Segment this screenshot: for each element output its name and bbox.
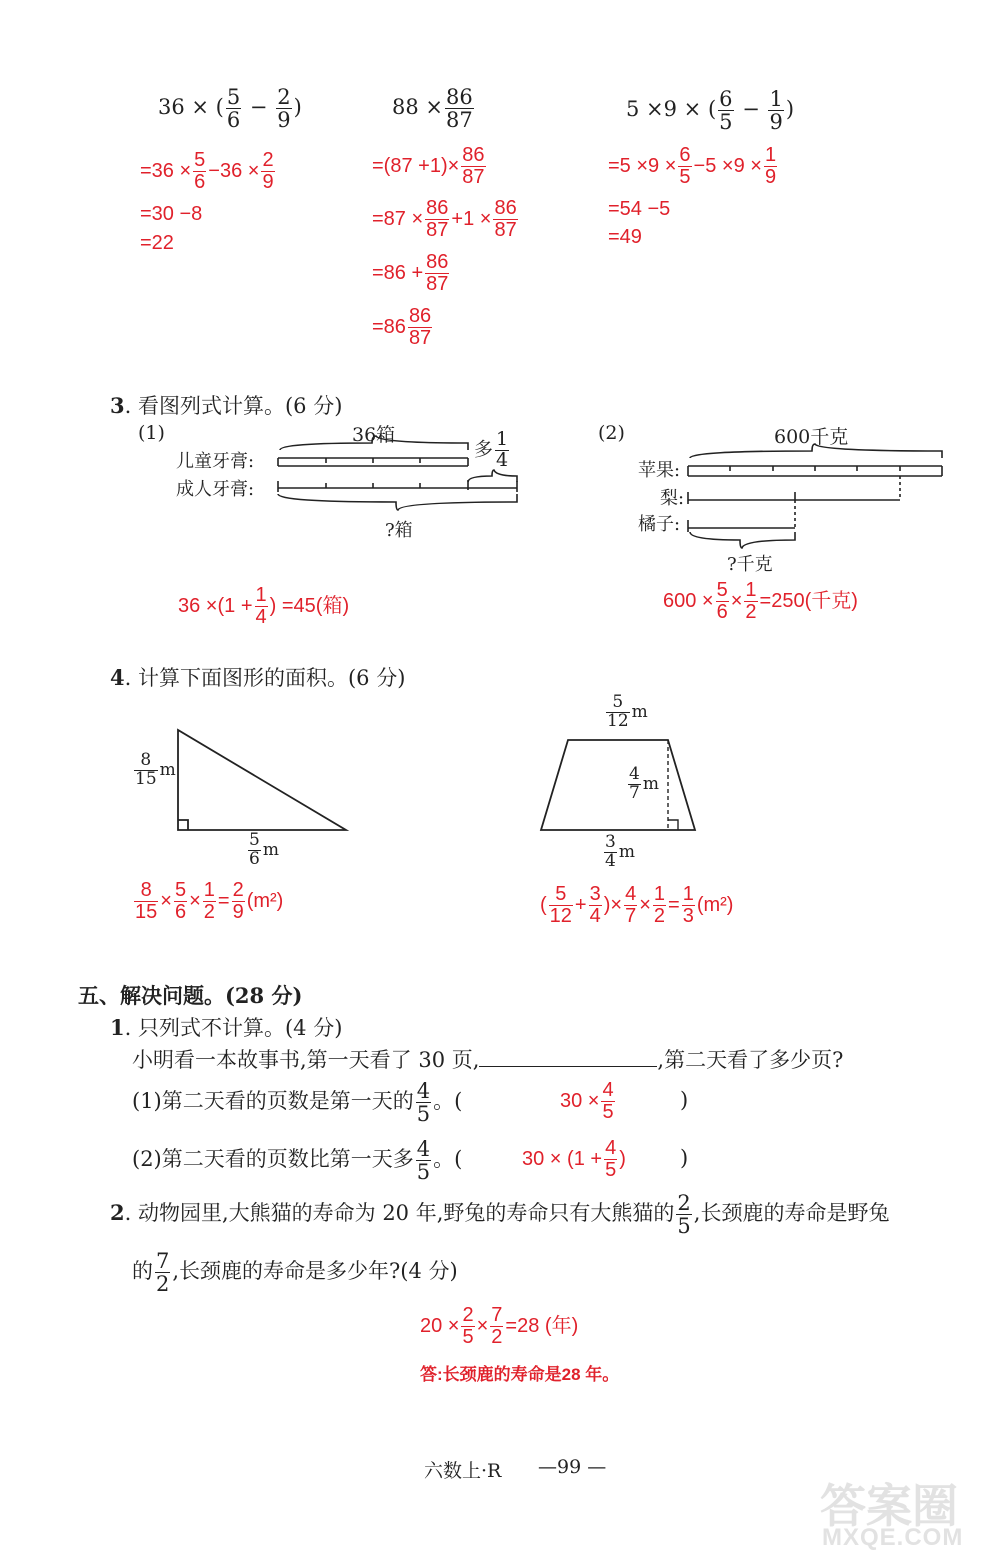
section-5-heading: 五、解决问题。(28 分) (78, 983, 303, 1008)
footer-page-number: —99 — (538, 1456, 607, 1478)
s5-problem-2-line-1: 2. 动物园里,大熊猫的寿命为 20 年,野兔的寿命只有大熊猫的 $\frac{2}{5}$ ,长颈鹿的寿命是野兔 (110, 1191, 890, 1239)
blank-line[interactable] (479, 1048, 657, 1067)
q3-diagram-1-more-label: 多 $\frac{1}{4}$ (474, 428, 509, 471)
s5-problem-1-heading: 1. 只列式不计算。(4 分) (110, 1015, 343, 1040)
q4-trapezoid-answer: ( $\frac{5}{12}$ + $\frac{3}{4}$ )× $\frac{4}{7}$ × $\frac{1}{2}$ = $\frac{1}{3}$ (m²) (540, 883, 734, 927)
footer-book-label: 六数上·R (424, 1460, 502, 1482)
s5-sub-2: (2)第二天看的页数比第一天多 $\frac{4}{5}$ 。( (132, 1137, 463, 1185)
calc-2-question: 88 × $\frac{86}{87}$ (392, 85, 473, 133)
s5-sub-1-answer: 30 × $\frac{4}{5}$ (560, 1079, 614, 1123)
q3-row-apple-label: 苹果: (638, 460, 681, 481)
s5-problem-1-stem: 小明看一本故事书,第一天看了 30 页, ,第二天看了多少页? (132, 1048, 844, 1072)
q3-diagram-1-top-label: 36箱 (352, 424, 396, 446)
q3-row-orange-label: 橘子: (638, 514, 681, 535)
calc-2-step-3: =86 + $\frac{86}{87}$ (372, 251, 449, 295)
calc-2-step-2: =87 × $\frac{86}{87}$ +1 × $\frac{86}{87}$ (372, 197, 517, 241)
s5-sub-1-close: ) (680, 1088, 689, 1112)
q3-heading: 3. 看图列式计算。(6 分) (110, 393, 343, 418)
calc-3-step-2: =54 −5 (608, 198, 671, 220)
q3-diagram-2-bottom-label: ?千克 (727, 554, 773, 575)
q3-diagram-2-top-label: 600千克 (774, 426, 849, 448)
s5-sub-1: (1)第二天看的页数是第一天的 $\frac{4}{5}$ 。( (132, 1079, 463, 1127)
q3-answer-1: 36 ×(1 + $\frac{1}{4}$ ) =45(箱) (178, 584, 350, 628)
trapezoid-top-label: $\frac{5}{12}$ m (607, 692, 648, 731)
s5-sub-2-close: ) (680, 1146, 689, 1170)
q3-diagram-1-label: (1) (138, 422, 165, 444)
q3-row-adult-label: 成人牙膏: (176, 479, 255, 500)
trapezoid-height-label: $\frac{4}{7}$ m (629, 764, 659, 803)
s5-problem-2-equation: 20 × $\frac{2}{5}$ × $\frac{7}{2}$ =28 (年) (420, 1304, 579, 1348)
q3-row-pear-label: 梨: (660, 488, 685, 509)
s5-problem-2-answer: 答:长颈鹿的寿命是28 年。 (420, 1365, 620, 1384)
q4-triangle-answer: $\frac{8}{15}$ × $\frac{5}{6}$ × $\frac{1}{2}$ = $\frac{2}{9}$ (m²) (135, 879, 284, 923)
calc-3-question: 5 ×9 × ( $\frac{6}{5}$ − $\frac{1}{9}$ ) (626, 87, 795, 135)
s5-problem-2-line-2: 的 $\frac{7}{2}$ ,长颈鹿的寿命是多少年?(4 分) (132, 1249, 458, 1297)
calc-1-step-1: =36 × $\frac{5}{6}$ −36 × $\frac{2}{9}$ (140, 149, 274, 193)
watermark-logo: 答案圈 (820, 1480, 958, 1532)
triangle-base-label: $\frac{5}{6}$ m (249, 830, 279, 869)
trapezoid-bottom-label: $\frac{3}{4}$ m (605, 832, 635, 871)
calc-2-step-4: =86 $\frac{86}{87}$ (372, 305, 432, 349)
watermark-url: MXQE.COM (822, 1524, 964, 1551)
triangle-height-label: $\frac{8}{15}$ m (135, 750, 176, 789)
calc-3-step-1: =5 ×9 × $\frac{6}{5}$ −5 ×9 × $\frac{1}{9}$ (608, 144, 777, 188)
q4-heading: 4. 计算下面图形的面积。(6 分) (110, 665, 406, 690)
calc-3-step-3: =49 (608, 226, 642, 248)
calc-1-question: 36 × ( $\frac{5}{6}$ − $\frac{2}{9}$ ) (158, 85, 302, 133)
q3-answer-2: 600 × $\frac{5}{6}$ × $\frac{1}{2}$ =250(千克) (663, 579, 858, 623)
calc-1-step-3: =22 (140, 232, 174, 254)
s5-sub-2-answer: 30 × (1 + $\frac{4}{5}$ ) (522, 1137, 626, 1181)
q3-diagram-2-label: (2) (598, 422, 625, 444)
calc-1-step-2: =30 −8 (140, 203, 203, 225)
q3-row-child-label: 儿童牙膏: (176, 451, 255, 472)
q3-diagram-1-bottom-label: ?箱 (385, 520, 413, 541)
calc-2-step-1: =(87 +1)× $\frac{86}{87}$ (372, 144, 485, 188)
